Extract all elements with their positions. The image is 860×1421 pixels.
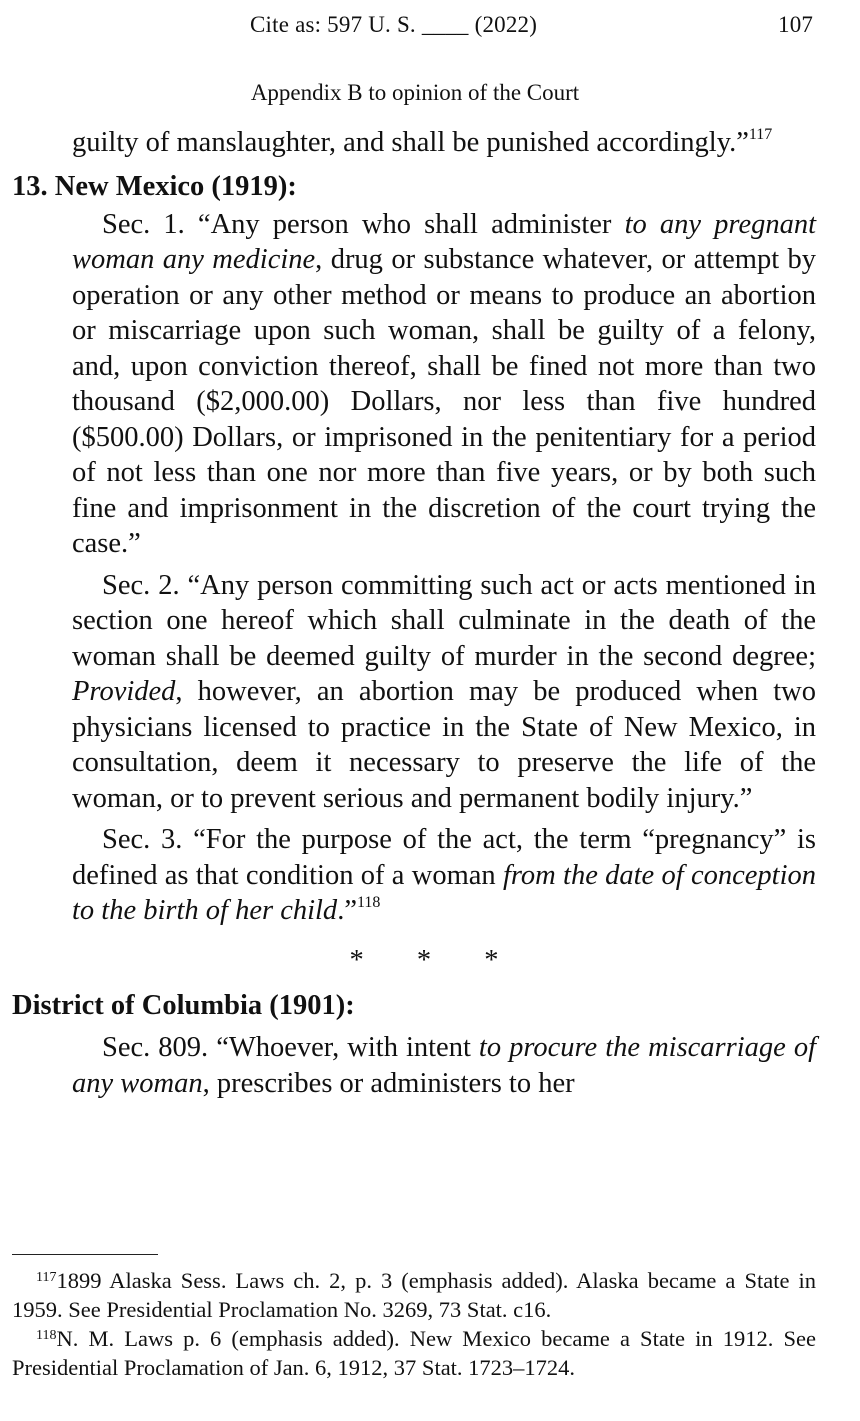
sec-809-lead: Sec. 809. “Whoever, with intent [102, 1032, 479, 1063]
sec-1-emphasis: to any pregnant woman any medicine [72, 208, 817, 275]
footnote-number: 117 [36, 1270, 57, 1285]
sec-809-rest: , prescribes or administers to her [202, 1067, 575, 1099]
page-citation: Cite as: 597 U. S. ____ (2022) [250, 12, 538, 37]
continuation-paragraph [72, 125, 816, 161]
footnote-text: N. M. Laws p. 6 (emphasis added). New Mexico became a State in 1912. See Presidential Proclamation of Jan. 6, 1912, 37 Stat. 1723–1724. [12, 1326, 816, 1380]
footnote-divider [12, 1254, 158, 1255]
footnotes [12, 1266, 816, 1382]
footnote-118 [12, 1324, 816, 1382]
sec-809-emphasis: to procure the miscarriage of any woman [72, 1032, 817, 1099]
sec-1-paragraph [72, 207, 816, 562]
sec-1-rest: , drug or substance whatever, or attempt by operation or any other method or means to produce an abortion or miscarriage upon such woman, shall be guilty of a felony, and, upon conviction thereof, shall be fined not more than two thousand ($2,000.00) Dollars, nor less than five hundred ($500.00) Dollars, or imprisoned in the penitentiary for a period of not less than one nor more than five years, or by both such fine and imprisonment in the discretion of the court trying the case.” [72, 244, 817, 559]
sec-2-lead: Sec. 2. “Any person committing such act or acts mentioned in section one hereof which shall culminate in the death of the woman shall be deemed guilty of murder in the second degree; [72, 569, 816, 672]
footnote-ref-117: 117 [748, 126, 773, 143]
section-heading-new-mexico: 13. New Mexico (1919): [12, 170, 297, 202]
section-separator: * * * [349, 944, 499, 976]
section-heading-district-of-columbia: District of Columbia (1901): [12, 990, 355, 1021]
sec-3-lead: Sec. 3. “For the purpose of the act, the term “pregnancy” is defined as that condition of a woman [72, 824, 816, 891]
sec-3-emphasis: from the date of conception to the birth of her child [72, 859, 817, 926]
sec-2-paragraph [72, 568, 816, 817]
sec-3-rest: .” [337, 895, 357, 926]
page-number: 107 [778, 12, 814, 37]
new-mexico-statute [72, 207, 816, 929]
opinion-body [12, 125, 816, 1101]
sec-2-emphasis: Provided [72, 676, 176, 707]
sec-2-rest: , however, an abortion may be produced when two physicians licensed to practice in the State of New Mexico, in consultation, deem it necessary to preserve the life of the woman, or to prevent serious and permanent bodily injury.” [72, 676, 816, 814]
sec-3-paragraph [72, 822, 816, 929]
footnote-number: 118 [36, 1328, 57, 1343]
footnote-text: 1899 Alaska Sess. Laws ch. 2, p. 3 (emphasis added). Alaska became a State in 1959. See Presidential Proclamation No. 3269, 73 Stat. c16. [12, 1268, 816, 1322]
appendix-label: Appendix B to opinion of the Court [250, 80, 580, 105]
footnote-117 [12, 1266, 816, 1324]
continuation-text: guilty of manslaughter, and shall be punished accordingly.” [72, 127, 749, 158]
footnote-ref-118: 118 [356, 894, 381, 911]
dc-statute [72, 1030, 816, 1101]
sec-809-paragraph [72, 1030, 816, 1101]
sec-1-lead: Sec. 1. “Any person who shall administer [102, 208, 625, 240]
